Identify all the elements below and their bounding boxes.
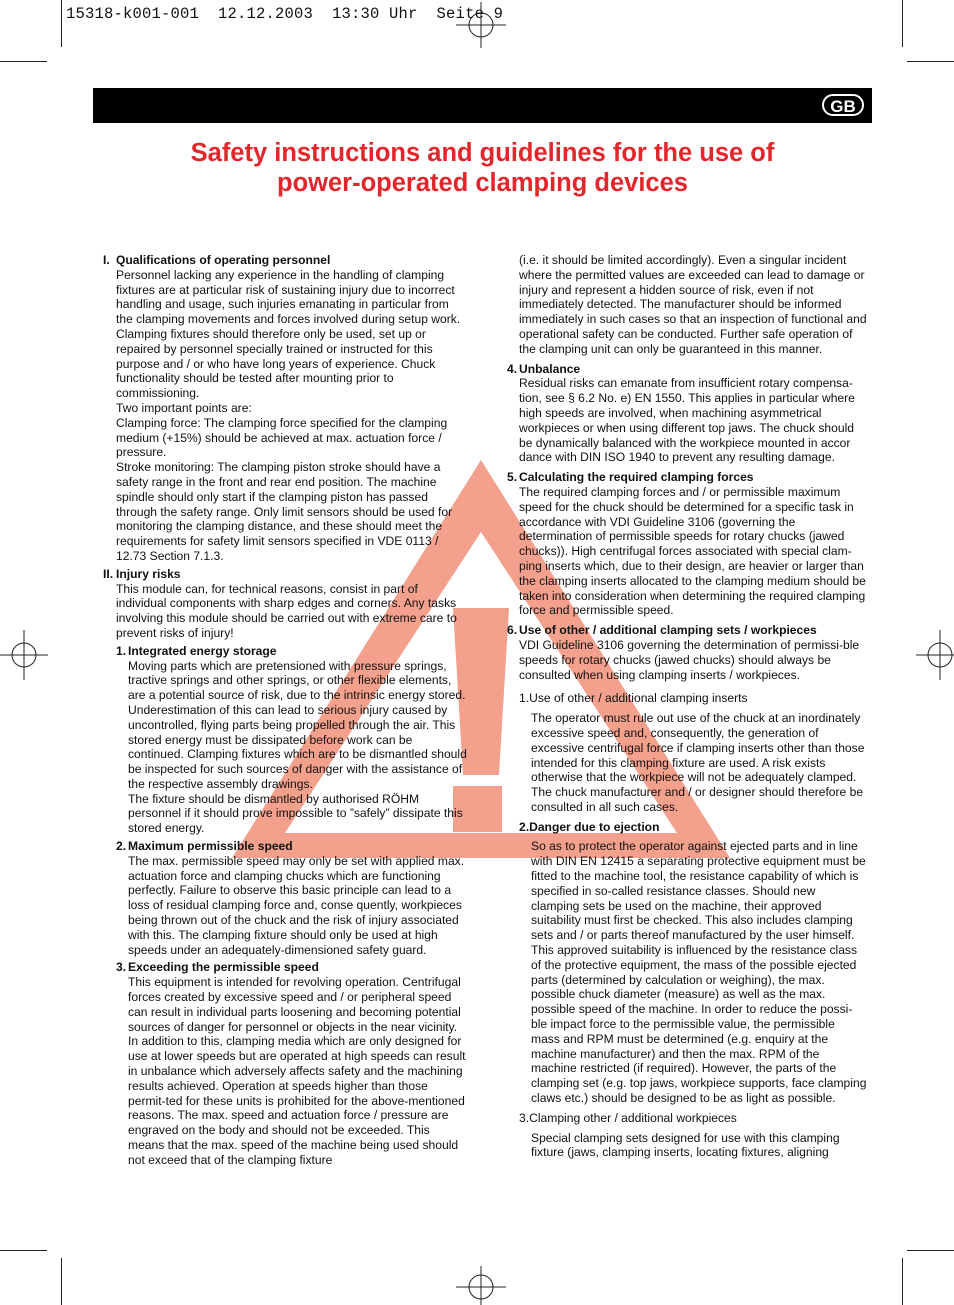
crop-mark [902,0,903,47]
subsection-heading [103,960,467,975]
crop-mark [61,1258,62,1305]
registration-mark-icon [906,630,954,680]
section-number: 4. [507,361,518,376]
crop-mark [61,0,62,47]
section-heading [507,623,867,638]
section-heading [103,567,467,582]
subsection-heading [507,691,867,706]
paragraph: Moving parts which are pretensioned with pressure springs, tractive springs and other springs, or other flexible elements, are a potential source of risk, due to the intrinsic energy stored. Underestimation of this can lead to serious injury caused by uncontrolled, flying parts being propelled through the air. This stored energy must be dissipated before work can be continued. Clamping fixtures which are to be dismantled should be inspected for such sources of danger with the assistance of the respective assembly drawings. [128,658,467,791]
paragraph: Two important points are: [116,400,252,415]
section-title: Calculating the required clamping forces [519,470,754,485]
paragraph: The operator must rule out use of the chuck at an inordinately excessive speed and, consequently, the generation of excessive centrifugal force if clamping inserts other than those intended for this clamping fixture are used. A risk exists otherwise that the workpiece will not be adequately clamped. The chuck manufacturer and / or designer should therefore be consulted in all such cases. [531,711,865,814]
print-slug: 15318-k001-001 12.12.2003 13:30 Uhr Seite 9 [66,5,504,23]
crop-mark [907,61,954,62]
subsection-number: 3. [519,1110,530,1125]
section-title: Use of other / additional clamping sets / workpieces [519,623,817,638]
subsection-heading [103,839,467,854]
paragraph: Personnel lacking any experience in the handling of clamping fixtures are at particular risk of sustaining injury due to incorrect handling and usage, such injuries emanating in particular from the clamping movements and forces involved during setup work. Clamping fixtures should therefore only be used, set up or repaired by personnel specially trained or instructed for this purpose and / or who have long years of experience. Chuck functionality should be tested after mounting prior to commissioning. [116,267,461,401]
subsection-number: 2. [116,839,127,854]
section-number: 5. [507,470,518,485]
title-line-2: power-operated clamping devices [277,169,688,197]
subsection-number: 1. [116,643,127,658]
subsection-title: Clamping other / additional workpieces [529,1110,737,1125]
subsection-title: Danger due to ejection [529,819,660,834]
paragraph: The required clamping forces and / or permissible maximum speed for the chuck should be determined for a specific task in accordance with VDI Guideline 3106 (governing the determination of permissible speeds for rotary chucks (jawed chucks)). High centrifugal forces associated with special clam-ping inserts which, due to their design, are heavier or larger than the clamping inserts allocated to the clamping medium should be taken into consideration when determining the required clamping force and permissible speed. [519,484,866,618]
crop-mark [902,1258,903,1305]
subsection-heading [507,820,867,835]
subsection-number: 2. [519,819,530,834]
subsection-heading [103,644,467,659]
section-number: 6. [507,623,518,638]
subsection-title: Use of other / additional clamping inserts [529,691,748,706]
registration-mark-icon [0,630,48,680]
paragraph: So as to protect the operator against ejected parts and in line with DIN EN 12415 a separating protective equipment must be fitted to the machine tool, the resistance capability of which is specified in so-called resistance classes. Should new clamping sets be used on the machine, their approved suitability must first be checked. This also includes clamping sets and / or parts thereof manufactured by the user himself. This approved suitability is influenced by the resistance class of the protective equipment, the mass of the possible ejected parts (determined by calculation or weighing), the max. possible chuck diameter (measure) as well as the max. possible speed of the machine. In order to reduce the possi-ble impact force to the permissible value, the permissible mass and RPM must be determined (e.g. enquiry at the machine manufacturer) and then the max. RPM of the machine restricted (if required). However, the parts of the clamping set (e.g. top jaws, workpiece supports, face clamping claws etc.) should be designed to be as light as possible. [531,839,867,1106]
subsection-heading [507,1111,867,1126]
crop-mark [0,61,47,62]
section-title: Injury risks [116,566,181,581]
section-number: I. [103,253,110,267]
header-bar [93,88,872,123]
section-heading [103,253,467,268]
paragraph: Clamping force: The clamping force specified for the clamping medium (+15%) should be achieved at max. actuation force / pressure. [116,415,448,460]
paragraph: Special clamping sets designed for use with this clamping fixture (jaws, clamping inserts, locating fixtures, aligning [531,1130,840,1160]
paragraph: The fixture should be dismantled by authorised RÖHM personnel if it should prove impossible to ”safely” dissipate this stored energy. [128,791,463,836]
subsection-title: Maximum permissible speed [128,839,293,854]
paragraph: The max. permissible speed may only be set with applied max. actuation force and clamping chucks which are functioning perfectly. Failure to observe this basic principle can lead to a loss of residual clamping force and, conse quently, workpieces being thrown out of the chuck and the risk of injury associated with this. The clamping fixture should only be used at high speeds under an adequately-dimensioned safety guard. [128,853,465,957]
registration-mark-icon [456,1266,506,1305]
subsection-title: Exceeding the permissible speed [128,960,319,975]
paragraph: Residual risks can emanate from insufficient rotary compensa-tion, see § 6.2 No. e) EN 1550. This applies in particular where high speeds are involved, when machining asymmetrical workpieces or when using different top jaws. The chuck should be dynamically balanced with the workpiece mounted in accor dance with DIN ISO 1940 to prevent any resulting damage. [519,376,855,465]
subsection-number: 3. [116,960,127,975]
crop-mark [907,1250,954,1251]
paragraph: This equipment is intended for revolving operation. Centrifugal forces created by excessive speed and / or peripheral speed can result in individual parts loosening and becoming potential sources of danger for personnel or objects in the near vicinity. In addition to this, clamping media which are only designed for use at lower speeds but are operated at high speeds can result in unbalance which adversely affects safety and the machining results achieved. Operation at speeds higher than those permit-ted for these units is prohibited for the above-mentioned reasons. The max. speed and actuation force / pressure are engraved on the body and should not be exceeded. This means that the max. speed of the machine being used should not exceed that of the clamping fixture [128,975,466,1167]
paragraph: VDI Guideline 3106 governing the determination of permissi-ble speeds for rotary chucks (jawed chucks) should always be consulted when using clamping inserts / workpieces. [519,637,860,682]
language-badge: GB [822,94,864,116]
section-heading [507,362,867,377]
subsection-number: 1. [519,691,530,706]
section-heading [507,470,867,485]
paragraph: Stroke monitoring: The clamping piston stroke should have a safety range in the front and rear end position. The machine spindle should only start if the clamping piston has passed through the safety range. Only limit sensors should be used for monitoring the clamping distance, and these should meet the requirements for safety limit sensors specified in VDE 0113 / 12.73 Section 7.1.3. [116,460,453,563]
section-number: II. [103,566,114,581]
subsection-title: Integrated energy storage [128,643,277,658]
paragraph: (i.e. it should be limited accordingly). Even a singular incident where the permitted values are exceeded can lead to damage or injury and represent a hidden source of risk, even if not immediately detected. The manufacturer should be informed immediately in such cases so that an inspection of functional and operational safety can be conducted. Further safe operation of the clamping unit can only be guaranteed in this manner. [519,253,867,356]
section-title: Unbalance [519,361,581,376]
paragraph: This module can, for technical reasons, consist in part of individual components with sharp edges and corners. Any tasks involving this module should be carried out with extreme care to prevent risks of injury! [116,581,457,640]
section-title: Qualifications of operating personnel [116,253,331,267]
page-title [93,138,872,198]
right-column [507,253,867,1160]
left-column [103,253,467,1168]
crop-mark [0,1250,47,1251]
title-line-1: Safety instructions and guidelines for the use of [190,139,775,167]
